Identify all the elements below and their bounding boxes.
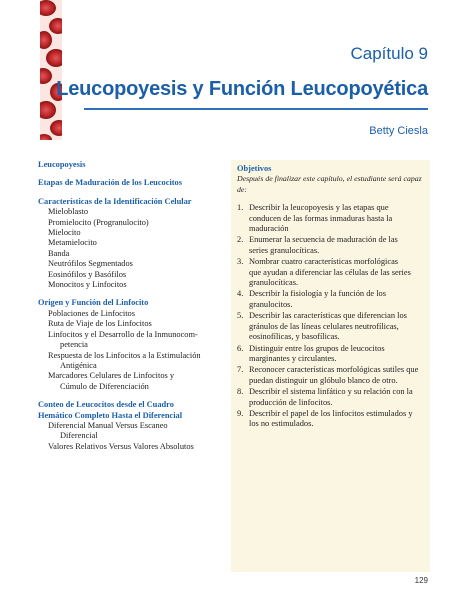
outline-heading: Etapas de Maduración de los Leucocitos [38,178,183,188]
outline-heading: Hemático Completo Hasta el Diferencial [38,410,183,420]
objective-item [237,311,424,342]
objective-text [249,257,411,288]
objective-number: 5. [237,311,244,321]
objective-line: puedan distinguir un glóbulo blanco de otro. [249,375,398,385]
outline-item: Respuesta de los Linfocitos a la Estimulación [48,350,201,360]
objectives-heading: Objetivos [237,164,272,173]
outline-item: Diferencial [60,431,98,441]
outline-item: Eosinófilos y Basófilos [48,269,127,279]
objective-line: Distinguir entre los grupos de leucocitos [249,343,385,353]
objective-text [249,311,407,342]
objective-text [249,344,385,365]
objective-line: granulocitos. [249,299,293,309]
objective-text [249,409,413,430]
outline-heading: Leucopoyesis [38,160,86,169]
objective-item [237,235,424,256]
objective-item [237,203,424,234]
outline-item: Poblaciones de Linfocitos [48,308,135,318]
outline-item: Linfocitos y el Desarrollo de la Inmunocom- [48,329,198,339]
objective-line: gránulos de las líneas celulares neutrofílicas, [249,321,399,331]
outline-item: petencia [60,340,88,350]
objective-item [237,365,424,386]
objective-text [249,289,386,310]
objective-line: conducen de las formas inmaduras hasta la [249,213,393,223]
outline-item: Banda [48,248,70,258]
outline-item: Neutrófilos Segmentados [48,259,133,269]
outline-item: Monocitos y Linfocitos [48,280,127,290]
blood-cells-image [40,0,62,140]
objective-line: granulocíticas. [249,278,299,288]
page-number: 129 [414,576,428,585]
objective-line: Describir la leucopoyesis y las etapas que [249,203,389,213]
objective-line: marginantes y circulantes. [249,353,337,363]
objective-text [249,365,418,386]
objective-number: 6. [237,343,244,353]
objectives-intro: Después de finalizar este capítulo, el estudiante será capaz de: [237,174,422,194]
red-blood-cells-banner [40,0,62,140]
objective-line: Describir la fisiología y la función de los [249,289,386,299]
objective-line: Enumerar la secuencia de maduración de las [249,235,398,245]
objective-number: 8. [237,387,244,397]
objectives-list [237,203,424,430]
objective-line: Describir las características que diferencian los [249,311,407,321]
outline-item: Antigénica [60,360,97,370]
outline-item: Promielocito (Progranulocito) [48,217,149,227]
objective-item [237,387,424,408]
outline-item: Ruta de Viaje de los Linfocitos [48,319,152,329]
outline-item: Marcadores Celulares de Linfocitos y [48,371,175,381]
objective-line: los no estimulados. [249,419,314,429]
objective-text [249,203,392,234]
outline-item: Metamielocito [48,238,97,248]
objective-text [249,387,413,408]
objective-line: que ayudan a diferenciar las células de las series [249,267,411,277]
objective-line: Describir el papel de los linfocitos estimulados y [249,408,413,418]
chapter-label: Capítulo 9 [350,44,428,63]
chapter-title: Leucopoyesis y Función Leucopoyética [56,78,428,100]
objective-item [237,257,424,288]
objectives-box [231,160,430,572]
objective-line: series granulocíticas. [249,245,320,255]
objective-line: Nombrar cuatro características morfológicas [249,257,399,267]
objective-line: producción de linfocitos. [249,397,333,407]
objective-line: maduración [249,224,289,234]
chapter-outline [38,160,223,452]
outline-item: Diferencial Manual Versus Escaneo [48,420,168,430]
objective-line: eosinofílicas, y basofílicas. [249,332,340,342]
outline-heading: Origen y Función del Linfocito [38,298,149,308]
objective-number: 4. [237,289,244,299]
objective-item [237,344,424,365]
objective-line: Reconocer características morfológicas sutiles que [249,365,419,375]
author-name: Betty Ciesla [369,125,428,137]
objective-number: 9. [237,408,244,418]
outline-heading: Características de la Identificación Celular [38,196,192,206]
outline-item: Valores Relativos Versus Valores Absolutos [48,441,194,451]
objective-item [237,409,424,430]
outline-heading: Conteo de Leucocitos desde el Cuadro [38,400,174,410]
objective-number: 3. [237,257,244,267]
title-rule [84,108,428,110]
outline-item: Mieloblasto [48,207,89,217]
outline-item: Cúmulo de Diferenciación [60,381,149,391]
objective-item [237,289,424,310]
objective-text [249,235,398,256]
objective-number: 2. [237,235,244,245]
objective-number: 1. [237,203,244,213]
objective-line: Describir el sistema linfático y su relación con la [249,387,413,397]
objective-number: 7. [237,365,244,375]
outline-item: Mielocito [48,228,81,238]
